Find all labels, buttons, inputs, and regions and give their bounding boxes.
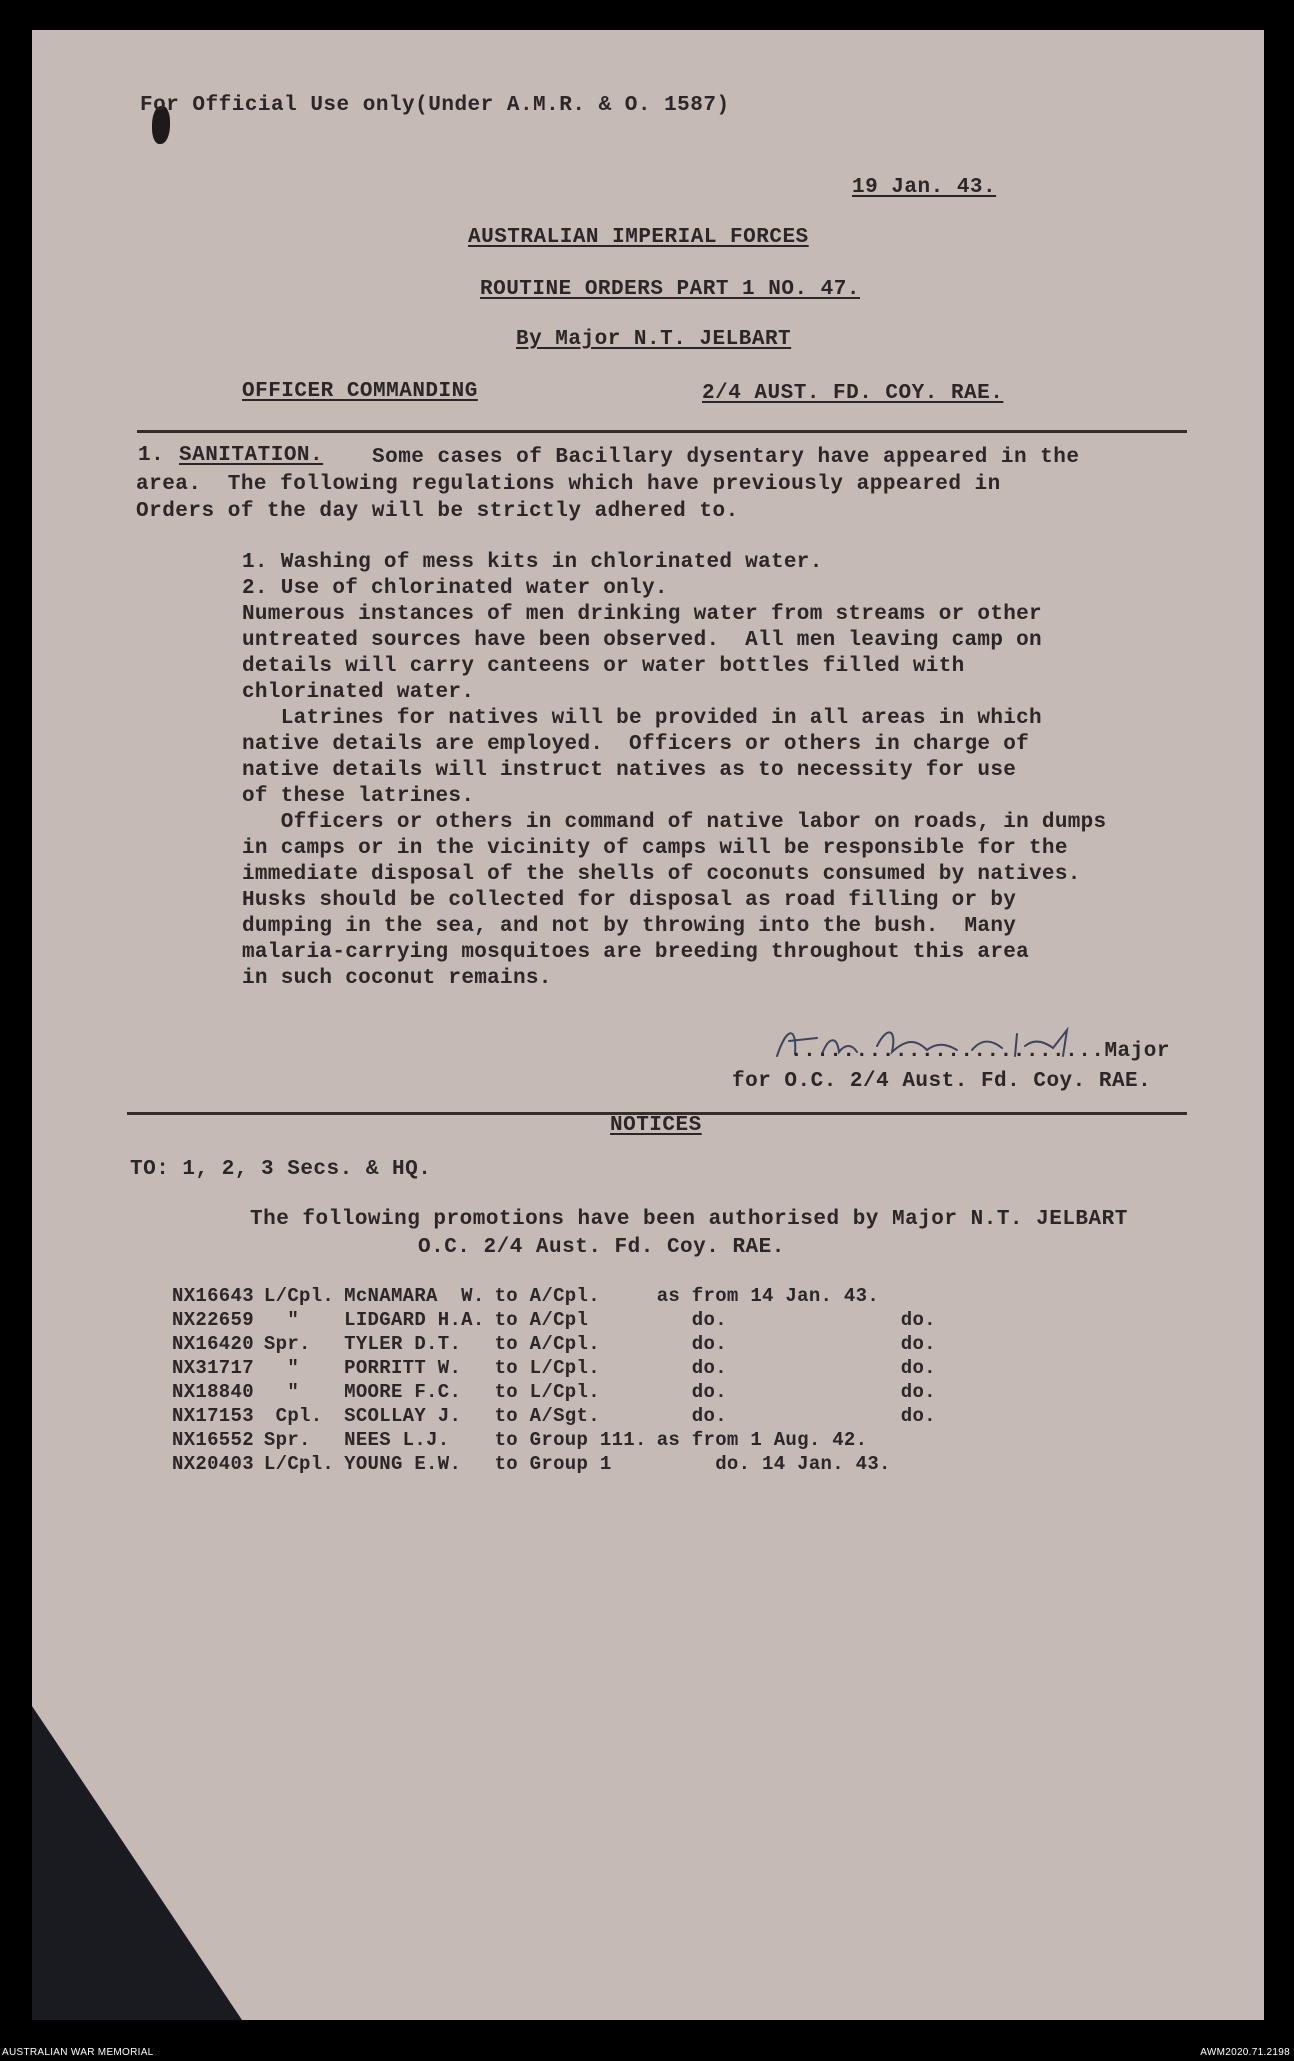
promotion-c2: do. xyxy=(900,1357,936,1379)
promotion-c2 xyxy=(901,1453,946,1477)
unit-label: 2/4 AUST. FD. COY. RAE. xyxy=(702,382,1004,405)
promotion-no: NX17153 xyxy=(172,1405,254,1427)
promotion-rank: " xyxy=(263,1381,300,1403)
table-row xyxy=(172,1333,946,1357)
promotion-c1: do. xyxy=(656,1381,727,1403)
promotion-c1: as from 1 Aug. 42. xyxy=(656,1429,868,1451)
promotion-c1: do. 14 Jan. 43. xyxy=(656,1453,891,1475)
sanitation-intro-2: area. The following regulations which have previously appeared in xyxy=(136,473,1001,496)
section-number: 1. xyxy=(138,444,165,467)
table-row xyxy=(172,1405,946,1429)
orders-heading: ROUTINE ORDERS PART 1 NO. 47. xyxy=(480,278,860,301)
promotion-c2 xyxy=(901,1285,946,1309)
promotion-rank: L/Cpl. xyxy=(263,1285,335,1307)
promotion-c1: as from 14 Jan. 43. xyxy=(656,1285,880,1307)
force-heading: AUSTRALIAN IMPERIAL FORCES xyxy=(468,226,809,249)
promotion-rank: Cpl. xyxy=(263,1405,323,1427)
promotion-name: SCOLLAY J. xyxy=(344,1405,462,1427)
by-major-line: By Major N.T. JELBART xyxy=(516,328,792,351)
promotion-no: NX16643 xyxy=(172,1285,254,1307)
promotion-name: YOUNG E.W. xyxy=(344,1453,462,1475)
promotion-name: MOORE F.C. xyxy=(344,1381,462,1403)
table-row xyxy=(172,1453,946,1477)
notices-to-line: TO: 1, 2, 3 Secs. & HQ. xyxy=(130,1158,432,1181)
table-row xyxy=(172,1381,946,1405)
promotion-c1: do. xyxy=(656,1405,727,1427)
footer-accession: AWM2020.71.2198 xyxy=(1200,2047,1290,2058)
official-use-line: For Official Use only(Under A.M.R. & O. 1587) xyxy=(140,94,730,117)
promotion-rank: " xyxy=(263,1357,300,1379)
promotion-c2: do. xyxy=(900,1333,936,1355)
footer-credit: AUSTRALIAN WAR MEMORIAL xyxy=(2,2047,154,2058)
promotion-no: NX20403 xyxy=(172,1453,254,1475)
header-divider xyxy=(137,430,1187,433)
promotion-to: to A/Cpl. xyxy=(494,1333,600,1355)
promotion-to: to Group 111. xyxy=(494,1429,647,1451)
promotion-c2: do. xyxy=(900,1309,936,1331)
signature-dots-major: ........................Major xyxy=(790,1040,1170,1063)
promotion-to: to A/Cpl. xyxy=(494,1285,600,1307)
promotion-name: LIDGARD H.A. xyxy=(344,1309,485,1331)
folded-corner xyxy=(32,1706,242,2020)
promotion-no: NX16420 xyxy=(172,1333,254,1355)
promotion-name: McNAMARA W. xyxy=(344,1285,485,1307)
promotion-c2 xyxy=(901,1429,946,1453)
table-row xyxy=(172,1429,946,1453)
sanitation-heading: SANITATION. xyxy=(179,444,324,467)
signature-for-oc: for O.C. 2/4 Aust. Fd. Coy. RAE. xyxy=(732,1070,1152,1093)
promotion-rank: Spr. xyxy=(263,1429,311,1451)
promotion-no: NX18840 xyxy=(172,1381,254,1403)
promotions-intro-2: O.C. 2/4 Aust. Fd. Coy. RAE. xyxy=(418,1236,785,1259)
promotion-to: to Group 1 xyxy=(494,1453,612,1475)
promotion-c1: do. xyxy=(656,1333,727,1355)
promotion-rank: " xyxy=(263,1309,300,1331)
promotion-to: to A/Cpl xyxy=(494,1309,589,1331)
promotion-rank: Spr. xyxy=(263,1333,311,1355)
table-row xyxy=(172,1285,946,1309)
promotion-c2: do. xyxy=(900,1405,936,1427)
promotion-c1: do. xyxy=(656,1357,727,1379)
promotion-to: to L/Cpl. xyxy=(494,1357,600,1379)
promotions-table xyxy=(172,1285,946,1477)
promotions-intro-1: The following promotions have been authorised by Major N.T. JELBART xyxy=(250,1208,1128,1231)
promotion-no: NX22659 xyxy=(172,1309,254,1331)
document-page xyxy=(32,30,1264,2020)
promotion-c1: do. xyxy=(656,1309,727,1331)
table-row xyxy=(172,1309,946,1333)
notices-heading: NOTICES xyxy=(610,1114,702,1137)
sanitation-intro-3: Orders of the day will be strictly adhered to. xyxy=(136,500,739,523)
promotion-name: PORRITT W. xyxy=(344,1357,462,1379)
promotion-no: NX16552 xyxy=(172,1429,254,1451)
promotion-to: to A/Sgt. xyxy=(494,1405,600,1427)
sanitation-regulations: 1. Washing of mess kits in chlorinated water. 2. Use of chlorinated water only. Numerous instances of men drinking water from streams or other untreated sources have been observed. All men leaving camp on details will carry canteens or water bottles filled with chlorinated water. Latrines for natives will be provided in all areas in which native details are employed. Officers or others in charge of native details will instruct natives as to necessity for use of these latrines. Officers or others in command of native labor on roads, in dumps in camps or in the vicinity of camps will be responsible for the immediate disposal of the shells of coconuts consumed by natives. Husks should be collected for disposal as road filling or by dumping in the sea, and not by throwing into the bush. Many malaria-carrying mosquitoes are breeding throughout this area in such coconut remains. xyxy=(242,551,1107,990)
promotion-no: NX31717 xyxy=(172,1357,254,1379)
promotion-to: to L/Cpl. xyxy=(494,1381,600,1403)
promotion-name: TYLER D.T. xyxy=(344,1333,462,1355)
table-row xyxy=(172,1357,946,1381)
promotion-c2: do. xyxy=(900,1381,936,1403)
promotion-name: NEES L.J. xyxy=(344,1429,450,1451)
promotion-rank: L/Cpl. xyxy=(263,1453,335,1475)
sanitation-intro-1: Some cases of Bacillary dysentary have appeared in the xyxy=(372,446,1080,469)
document-date: 19 Jan. 43. xyxy=(852,176,997,199)
officer-commanding-label: OFFICER COMMANDING xyxy=(242,380,478,403)
